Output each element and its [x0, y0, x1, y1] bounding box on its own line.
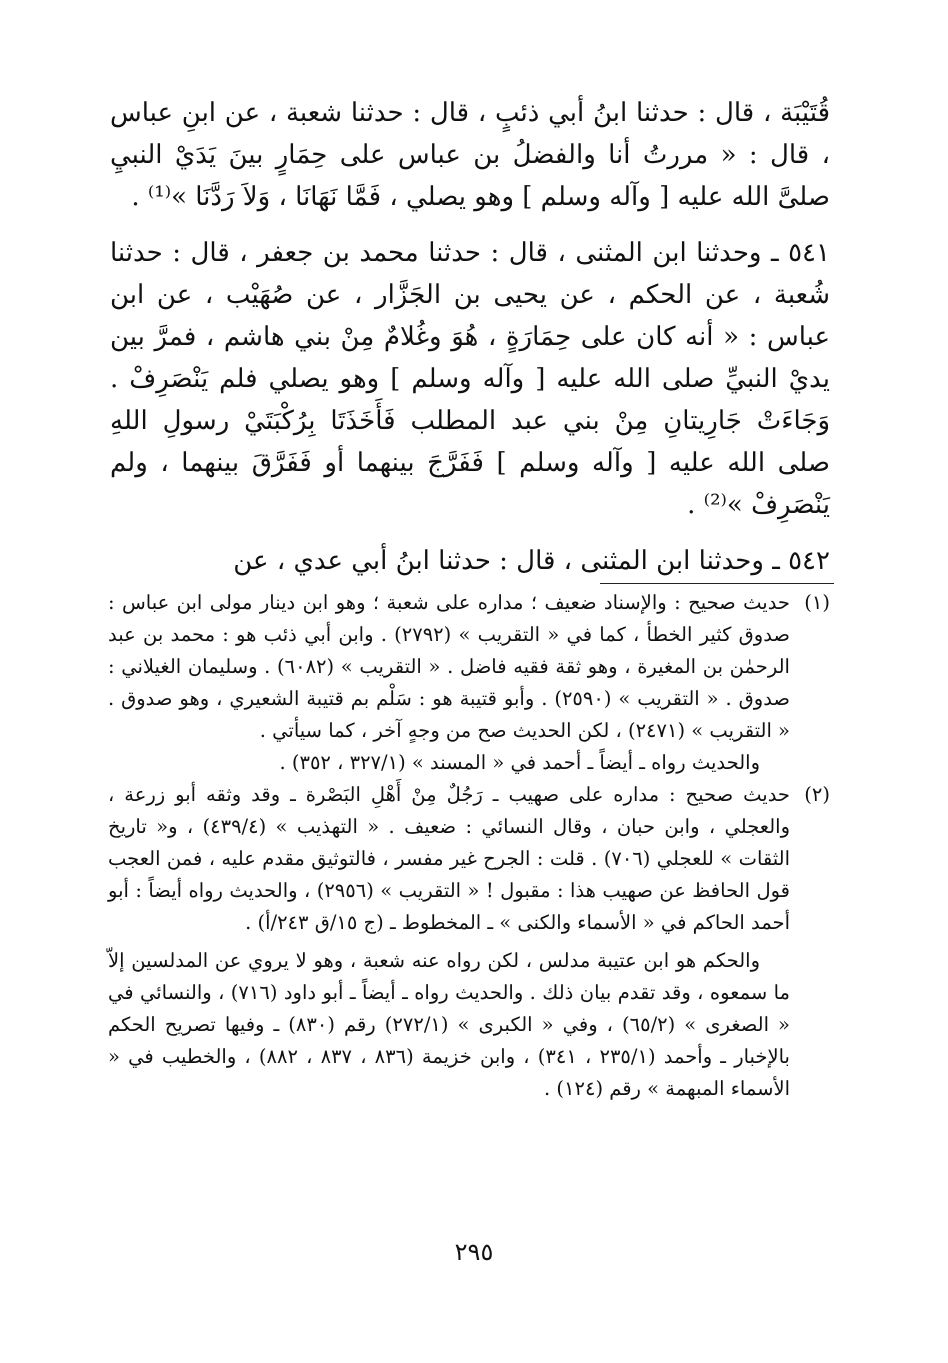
- footnote-number: (١): [804, 591, 830, 614]
- footnote-text: حديث صحيح : والإسناد ضعيف ؛ مداره على شعبة ؛ وهو ابن دينار مولى ابن عباس : صدوق كثير الخطأ ، كما في « التقريب » (٢٧٩٢) . وابن أبي ذئب هو : محمد بن عبد الرحمٰن بن المغيرة ، وهو ثقة فقيه فاضل . « التقريب » (٦٠٨٢) . وسليمان الغيلاني : صدوق . « التقريب » (٢٥٩٠) . وأبو قتيبة هو : سَلْم بم قتيبة الشعيري ، وهو صدوق . « التقريب » (٢٤٧١) ، لكن الحديث صح من وجهٍ آخر ، كما سيأتي .: [108, 591, 790, 742]
- hadith-paragraph-542: ٥٤٢ ـ وحدثنا ابن المثنى ، قال : حدثنا ابنُ أبي عدي ، عن: [233, 546, 830, 576]
- footnote-number: (٢): [804, 783, 830, 806]
- hadith-paragraph-1: قُتَيْبَة ، قال : حدثنا ابنُ أبي ذئبٍ ، قال : حدثنا شعبة ، عن ابنِ عباس ، قال : « مررتُ أنا والفضلُ بن عباس على حِمَارٍ بينَ يَدَيْ النبيِ صلىَّ الله عليه [ وآله وسلم ] وهو يصلي ، فَمَّا نَهَانَا ، وَلاَ رَدَّنَا »⁽¹⁾ .: [110, 98, 830, 212]
- footnotes: [108, 587, 830, 1105]
- hadith-paragraph-541: ٥٤١ ـ وحدثنا ابن المثنى ، قال : حدثنا محمد بن جعفر ، قال : حدثنا شُعبة ، عن الحكم ، عن يحيى بن الجَزَّار ، عن صُهَيْب ، عن ابن عباس : « أنه كان على حِمَارَةٍ ، هُوَ وغُلامٌ مِنْ بني هاشم ، فمرَّ بين يديْ النبيِّ صلى الله عليه [ وآله وسلم ] وهو يصلي فلم يَنْصَرِفْ . وَجَاءَتْ جَارِيتانِ مِنْ بني عبد المطلب فَأَخَذَتَا بِرُكْبَتَيْ رسولِ اللهِ صلى الله عليه [ وآله وسلم ] فَفَرَّجَ بينهما أو فَفَرَّقَ بينهما ، ولم يَنْصَرِفْ »⁽²⁾ .: [110, 238, 830, 520]
- footnote-1: [108, 587, 830, 779]
- footnote-tail: والحديث رواه ـ أيضاً ـ أحمد في « المسند » (٣٢٧/١ ، ٣٥٢) .: [279, 751, 760, 774]
- footnote-text: حديث صحيح : مداره على صهيب ـ رَجُلٌ مِنْ أَهْلِ البَصْرة ـ وقد وثقه أبو زرعة ، والعجلي ، وابن حبان ، وقال النسائي : ضعيف . « التهذيب » (٤٣٩/٤) ، و« تاريخ الثقات » للعجلي (٧٠٦) . قلت : الجرح غير مفسر ، فالتوثيق مقدم عليه ، فمن العجب قول الحافظ عن صهيب هذا : مقبول ! « التقريب » (٢٩٥٦) ، والحديث رواه أيضاً : أبو أحمد الحاكم في « الأسماء والكنى » ـ المخطوط ـ (ج ١٥/ق ٢٤٣/أ) .: [108, 783, 791, 934]
- main-text: [110, 92, 830, 582]
- footnote-2-continuation: [108, 945, 830, 1105]
- footnote-continuation-text: والحكم هو ابن عتيبة مدلس ، لكن رواه عنه شعبة ، وهو لا يروي عن المدلسين إلاّ ما سمعوه ، وقد تقدم بيان ذلك . والحديث رواه ـ أيضاً ـ أبو داود (٧١٦) ، والنسائي في « الصغرى » (٦٥/٢) ، وفي « الكبرى » (٢٧٢/١) رقم (٨٣٠) ـ وفيها تصريح الحكم بالإخبار ـ وأحمد (٢٣٥/١ ، ٣٤١) ، وابن خزيمة (٨٣٦ ، ٨٣٧ ، ٨٨٢) ، والخطيب في « الأسماء المبهمة » رقم (١٢٤) .: [108, 949, 791, 1100]
- footnote-separator: [600, 583, 834, 584]
- footnote-2: [108, 779, 830, 939]
- page-number: ٢٩٥: [454, 1238, 494, 1266]
